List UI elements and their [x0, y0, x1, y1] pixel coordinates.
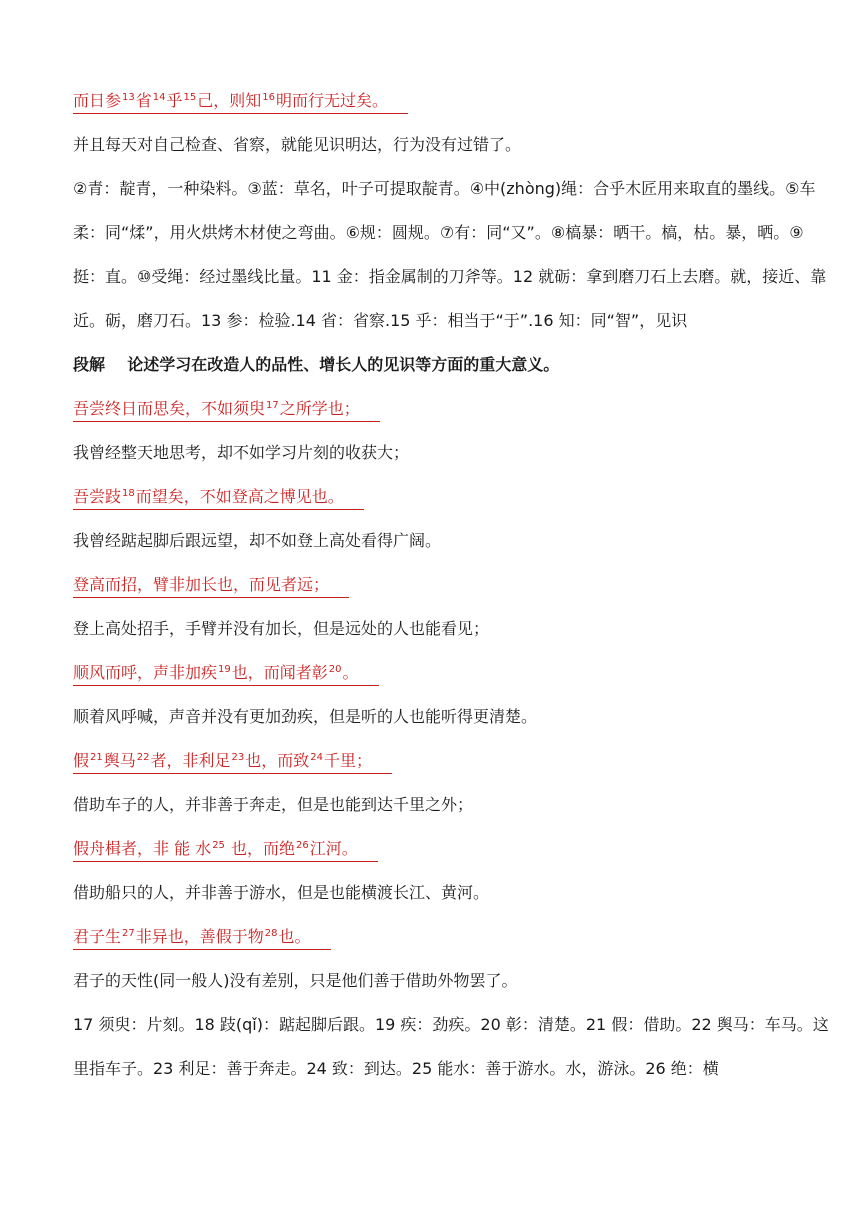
- footnote-marker: 20: [328, 664, 342, 675]
- footnote-marker: 25: [212, 840, 225, 851]
- footnote-marker: 18: [122, 488, 135, 499]
- underlined-original-text: 假舟楫者，非 能 水$^{25}$ 也，而绝$^{26}$江河。: [73, 837, 378, 862]
- translation-line: 君子的天性(同一般人)没有差别，只是他们善于借助外物罢了。: [73, 971, 518, 990]
- footnote-marker: 27: [122, 928, 135, 939]
- section-label: 段解: [73, 355, 106, 374]
- classical-text-line: [73, 658, 833, 688]
- underlined-original-text: 而日参$^{13}$省$^{14}$乎$^{15}$己，则知$^{16}$明而行无过矣。: [73, 89, 408, 114]
- underlined-original-text: 顺风而呼，声非加疾$^{19}$也，而闻者彰$^{20}$。: [73, 661, 379, 686]
- classical-text-line: [73, 86, 833, 116]
- footnote-marker: 23: [231, 752, 245, 763]
- section-summary-text: 论述学习在改造人的品性、增长人的见识等方面的重大意义。: [127, 355, 560, 374]
- footnote-marker: 14: [152, 92, 166, 103]
- document-content: [73, 86, 833, 1098]
- underlined-original-text: 吾尝跂$^{18}$而望矣，不如登高之博见也。: [73, 485, 364, 510]
- footnote-marker: 17: [266, 400, 279, 411]
- translation-line: 顺着风呼喊，声音并没有更加劲疾，但是听的人也能听得更清楚。: [73, 707, 538, 726]
- classical-text-line: [73, 482, 833, 512]
- footnote-marker: 13: [122, 92, 135, 103]
- classical-text-line: [73, 922, 833, 952]
- footnote-marker: 26: [296, 840, 309, 851]
- classical-text-line: [73, 394, 833, 424]
- classical-text-line: [73, 834, 833, 864]
- annotation-notes: 17 须臾：片刻。18 跂(qǐ)：踮起脚后跟。19 疾：劲疾。20 彰：清楚。21 假：借助。22 舆马：车马。这里指车子。23 利足：善于奔走。24 致：到达。25 能水：善于游水。水，游泳。26 绝：横: [73, 1015, 829, 1078]
- underlined-original-text: 吾尝终日而思矣，不如须臾$^{17}$之所学也；: [73, 397, 380, 422]
- footnote-marker: 28: [264, 928, 278, 939]
- underlined-original-text: 登高而招，臂非加长也，而见者远；: [73, 573, 349, 598]
- footnote-marker: 19: [218, 664, 231, 675]
- classical-text-line: [73, 746, 833, 776]
- footnote-marker: 15: [183, 92, 197, 103]
- translation-line: 并且每天对自己检查、省察，就能见识明达，行为没有过错了。: [73, 135, 522, 154]
- translation-line: 借助车子的人，并非善于奔走，但是也能到达千里之外；: [73, 795, 474, 814]
- footnote-marker: 21: [90, 752, 103, 763]
- translation-line: 我曾经整天地思考，却不如学习片刻的收获大；: [73, 443, 410, 462]
- annotation-notes: ②青：靛青，一种染料。③蓝：草名，叶子可提取靛青。④中(zhòng)绳：合乎木匠用来取直的墨线。⑤车柔：同“煣”，用火烘烤木材使之弯曲。⑥规：圆规。⑦有：同“又”。⑧槁暴：晒干。槁，枯。暴，晒。⑨挺：直。⑩受绳：经过墨线比量。11 金：指金属制的刀斧等。12 就砺：拿到磨刀石上去磨。就，接近、靠近。砺，磨刀石。13 参：检验.14 省：省察.15 乎：相当于“于”.16 知：同“智”，见识: [73, 179, 827, 330]
- classical-text-line: [73, 570, 833, 600]
- footnote-marker: 24: [310, 752, 323, 763]
- underlined-original-text: 君子生$^{27}$非异也，善假于物$^{28}$也。: [73, 925, 331, 950]
- footnote-marker: 22: [136, 752, 150, 763]
- translation-line: 我曾经踮起脚后跟远望，却不如登上高处看得广阔。: [73, 531, 442, 550]
- underlined-original-text: 假$^{21}$舆马$^{22}$者，非利足$^{23}$也，而致$^{24}$千里；: [73, 749, 392, 774]
- translation-line: 借助船只的人，并非善于游水，但是也能横渡长江、黄河。: [73, 883, 490, 902]
- footnote-marker: 16: [262, 92, 275, 103]
- section-summary: [73, 350, 833, 380]
- translation-line: 登上高处招手，手臂并没有加长，但是远处的人也能看见；: [73, 619, 490, 638]
